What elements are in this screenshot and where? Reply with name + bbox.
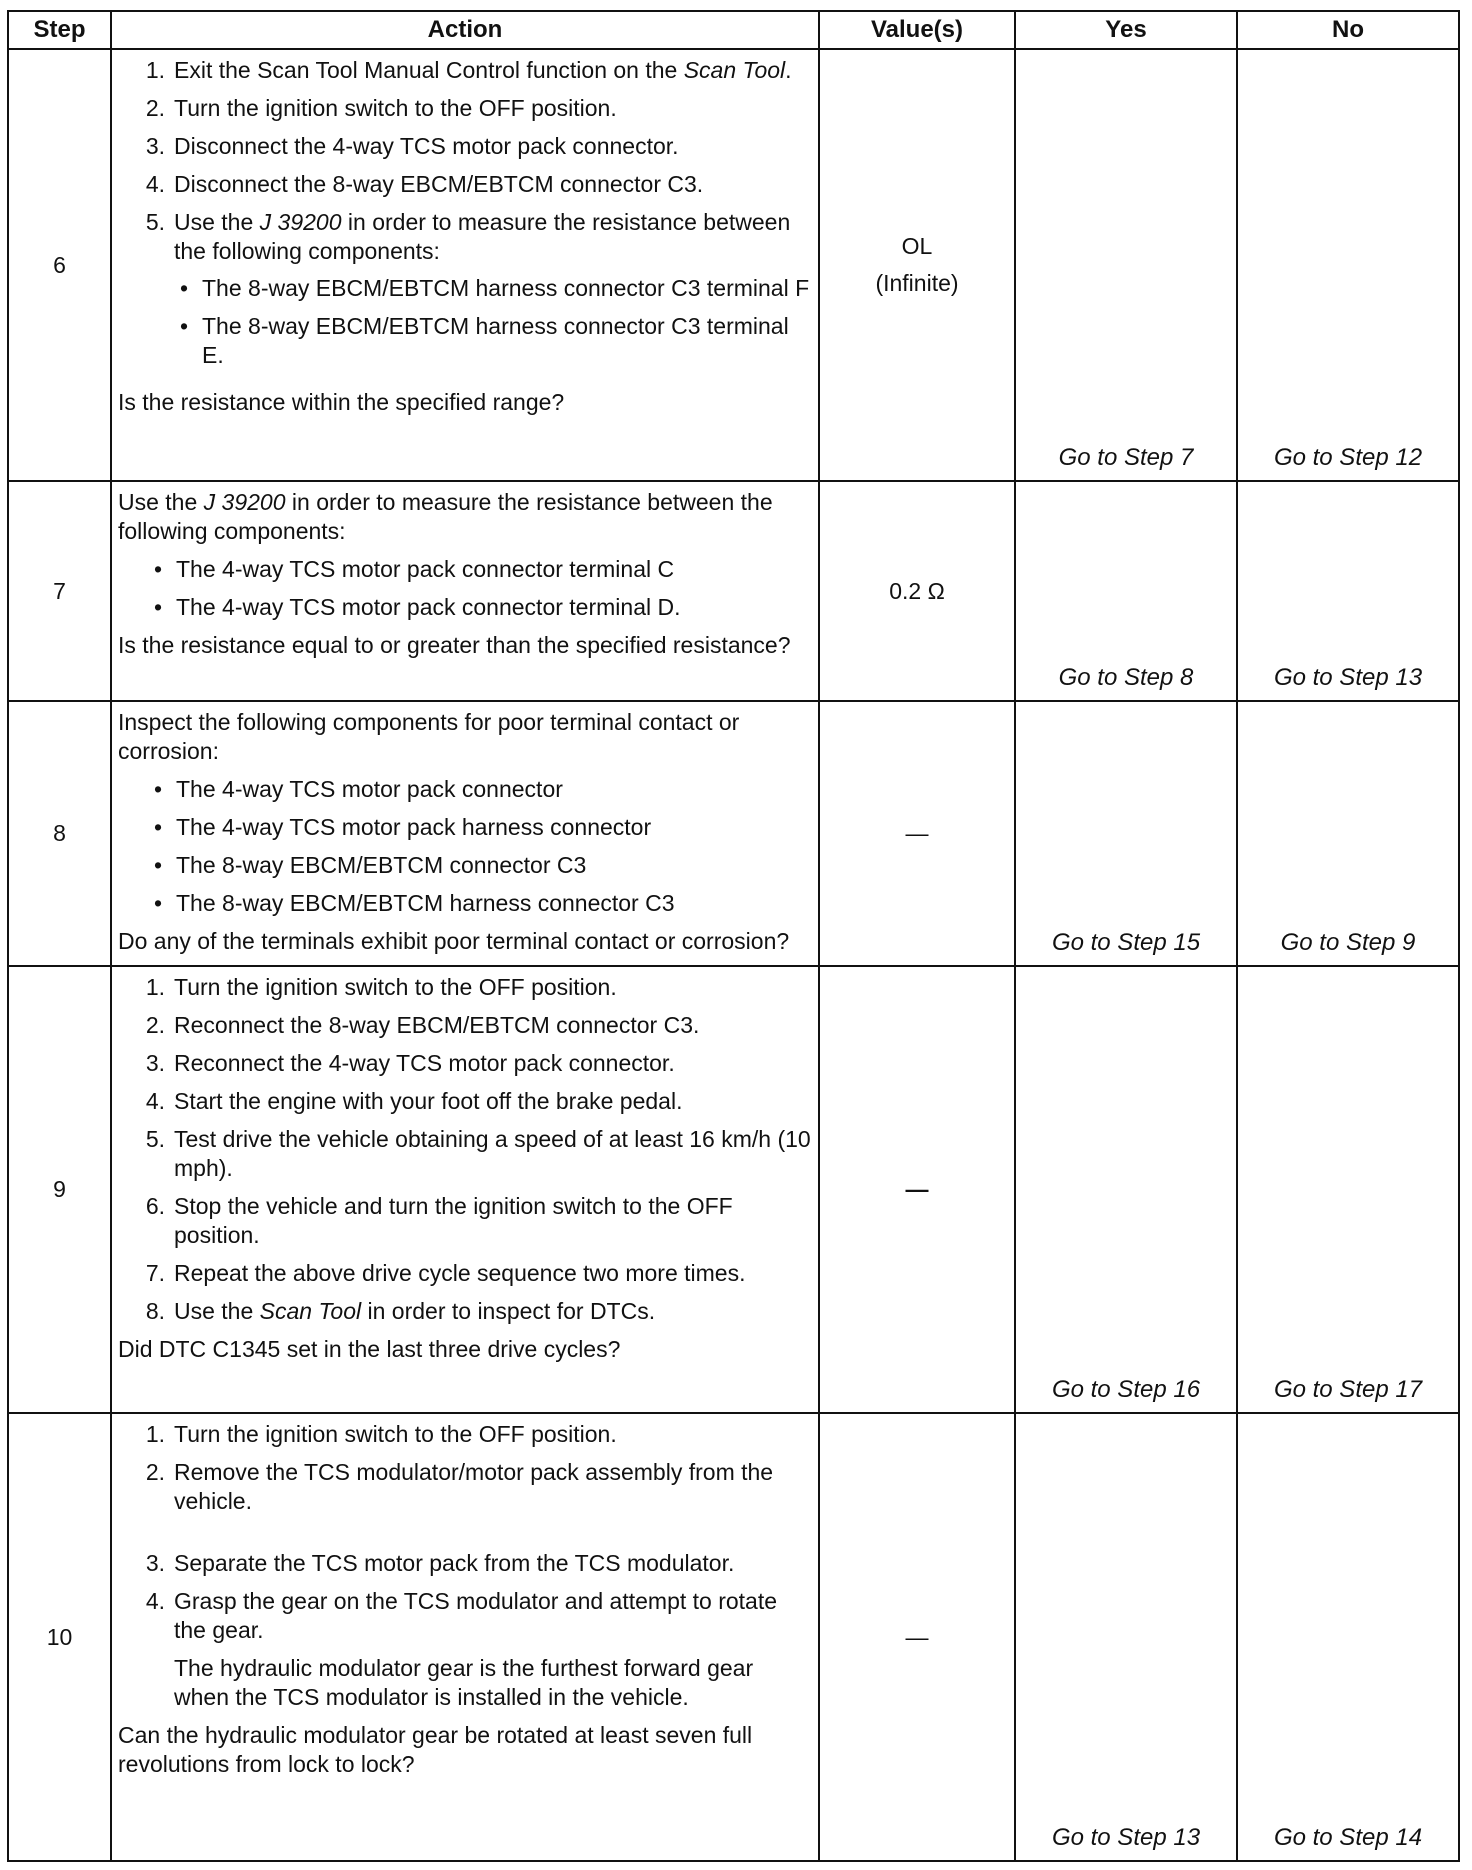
header-yes: Yes [1015, 11, 1237, 49]
no-goto: Go to Step 14 [1237, 1413, 1459, 1861]
yes-goto: Go to Step 15 [1015, 701, 1237, 966]
value-cell: — [819, 966, 1015, 1414]
step-number: 7 [8, 481, 111, 701]
item-text: Reconnect the 4-way TCS motor pack connector. [174, 1049, 675, 1076]
action-item [118, 1420, 812, 1449]
action-cell [111, 701, 819, 966]
item-text: Grasp the gear on the TCS modulator and attempt to rotate the gear. [174, 1588, 778, 1644]
bullet-icon: • [153, 852, 162, 879]
bullet-item [118, 813, 812, 842]
value-cell: 0.2 Ω [819, 481, 1015, 701]
action-item [118, 1125, 812, 1183]
question-text: Can the hydraulic modulator gear be rotated at least seven full revolutions from lock to lock? [118, 1722, 753, 1778]
item-number: 5. [145, 209, 165, 235]
step-number: 8 [8, 701, 111, 966]
value-cell [819, 49, 1015, 481]
item-number: 3. [145, 1550, 165, 1577]
item-text: Disconnect the 8-way EBCM/EBTCM connector C3. [174, 171, 704, 197]
item-text: Stop the vehicle and turn the ignition switch to the OFF position. [174, 1192, 733, 1248]
action-item [118, 1049, 812, 1078]
value-cell: — [819, 1413, 1015, 1861]
item-number: 2. [145, 1459, 165, 1486]
header-values: Value(s) [819, 11, 1015, 49]
question-text: Do any of the terminals exhibit poor terminal contact or corrosion? [118, 928, 790, 955]
bullet-text: The 4-way TCS motor pack connector terminal D. [176, 594, 681, 621]
item-text [174, 56, 812, 85]
no-goto: Go to Step 9 [1237, 701, 1459, 966]
bullet-text: The 4-way TCS motor pack connector terminal C [176, 556, 675, 583]
action-item [118, 973, 812, 1002]
item-text-emphasis: Scan Tool [683, 57, 786, 83]
action-item [118, 132, 812, 161]
bullet-item [174, 312, 812, 370]
step-number: 10 [8, 1413, 111, 1861]
item-number: 4. [145, 171, 165, 197]
item-text-part: Use the [174, 1297, 260, 1324]
yes-goto: Go to Step 13 [1015, 1413, 1237, 1861]
action-item [118, 1011, 812, 1040]
bullet-icon: • [153, 556, 162, 583]
no-goto: Go to Step 12 [1237, 49, 1459, 481]
header-no: No [1237, 11, 1459, 49]
yes-goto: Go to Step 7 [1015, 49, 1237, 481]
intro-text-part: Use the [118, 489, 204, 516]
bullet-icon: • [153, 594, 162, 621]
header-row [8, 11, 1459, 49]
item-text-part: Exit the Scan Tool Manual Control function on the [174, 57, 684, 83]
table-row-step-6 [8, 49, 1459, 481]
item-number: 4. [145, 1588, 165, 1615]
bullet-text: The 4-way TCS motor pack connector [176, 776, 563, 803]
bullet-icon: • [153, 776, 162, 803]
item-number: 4. [145, 1087, 165, 1114]
item-text: Turn the ignition switch to the OFF position. [174, 95, 617, 121]
action-item [118, 1549, 812, 1578]
question-text: Is the resistance equal to or greater than the specified resistance? [118, 632, 791, 659]
item-text-part: in order to inspect for DTCs. [361, 1297, 656, 1324]
intro-text-emphasis: J 39200 [203, 489, 286, 516]
bullet-text: The 8-way EBCM/EBTCM connector C3 [176, 852, 587, 879]
table-row-step-10 [8, 1413, 1459, 1861]
intro-text-part: in order to measure the resistance between the following components: [118, 489, 773, 545]
item-number: 2. [145, 95, 165, 121]
item-number: 5. [145, 1125, 165, 1152]
spacer [118, 1525, 812, 1549]
item-number: 2. [145, 1011, 165, 1038]
no-goto: Go to Step 17 [1237, 966, 1459, 1414]
action-list [118, 56, 812, 379]
item-number: 3. [145, 133, 165, 159]
item-text-part: . [785, 57, 792, 83]
item-text [174, 208, 812, 379]
item-text-emphasis: J 39200 [259, 209, 342, 235]
action-item [118, 170, 812, 199]
item-text-part: Use the [174, 209, 260, 235]
action-item [118, 56, 812, 85]
bullet-item [174, 274, 812, 303]
action-item [118, 1087, 812, 1116]
item-text-part: in order to measure the resistance between the following components: [174, 209, 791, 264]
value-cell: — [819, 701, 1015, 966]
item-text: Test drive the vehicle obtaining a speed of at least 16 km/h (10 mph). [174, 1125, 811, 1181]
action-item [118, 1587, 812, 1645]
item-text: Repeat the above drive cycle sequence two more times. [174, 1259, 746, 1286]
item-text [174, 1297, 812, 1326]
item-number: 1. [145, 1421, 165, 1448]
table-row-step-8 [8, 701, 1459, 966]
note-text: The hydraulic modulator gear is the furthest forward gear when the TCS modulator is installed in the vehicle. [174, 1655, 754, 1711]
item-text: Reconnect the 8-way EBCM/EBTCM connector C3. [174, 1011, 700, 1038]
bullet-text: The 4-way TCS motor pack harness connector [176, 814, 652, 841]
action-item [118, 1192, 812, 1250]
item-number: 1. [145, 973, 165, 1000]
bullet-icon: • [179, 313, 188, 339]
action-list [118, 1420, 812, 1645]
question-text: Did DTC C1345 set in the last three drive cycles? [118, 1335, 621, 1362]
item-text: Turn the ignition switch to the OFF position. [174, 973, 617, 1000]
bullet-icon: • [153, 814, 162, 841]
action-cell [111, 1413, 819, 1861]
bullet-item [118, 555, 812, 584]
item-text: Start the engine with your foot off the brake pedal. [174, 1087, 683, 1114]
action-list [118, 973, 812, 1326]
header-step: Step [8, 11, 111, 49]
yes-goto: Go to Step 16 [1015, 966, 1237, 1414]
action-cell [111, 49, 819, 481]
action-item [118, 1259, 812, 1288]
intro-text [118, 488, 812, 546]
bullet-item [118, 851, 812, 880]
action-item [118, 208, 812, 379]
bullet-icon: • [179, 275, 188, 301]
step-number: 9 [8, 966, 111, 1414]
item-number: 8. [145, 1297, 165, 1324]
question-text: Is the resistance within the specified range? [118, 389, 565, 415]
action-item [118, 94, 812, 123]
item-number: 1. [145, 57, 165, 83]
bullet-list [174, 274, 812, 370]
bullet-item [118, 593, 812, 622]
action-cell [111, 481, 819, 701]
item-text: Turn the ignition switch to the OFF position. [174, 1421, 617, 1448]
action-item [118, 1458, 812, 1516]
item-text: Remove the TCS modulator/motor pack assembly from the vehicle. [174, 1459, 774, 1515]
bullet-text: The 8-way EBCM/EBTCM harness connector C3 [176, 890, 675, 917]
bullet-item [118, 775, 812, 804]
table-row-step-7 [8, 481, 1459, 701]
step-number: 6 [8, 49, 111, 481]
header-action: Action [111, 11, 819, 49]
bullet-item [118, 889, 812, 918]
item-number: 7. [145, 1259, 165, 1286]
intro-text: Inspect the following components for poor terminal contact or corrosion: [118, 709, 740, 765]
item-number: 3. [145, 1049, 165, 1076]
bullet-text: The 8-way EBCM/EBTCM harness connector C3 terminal F [202, 275, 810, 301]
item-text: Separate the TCS motor pack from the TCS modulator. [174, 1550, 735, 1577]
item-text-emphasis: Scan Tool [259, 1297, 362, 1324]
item-number: 6. [145, 1192, 165, 1219]
table-row-step-9 [8, 966, 1459, 1414]
yes-goto: Go to Step 8 [1015, 481, 1237, 701]
action-item [118, 1297, 812, 1326]
diagnostic-table [7, 10, 1460, 1862]
value-text: OL [901, 233, 933, 260]
bullet-list [118, 775, 812, 918]
item-text: Disconnect the 4-way TCS motor pack connector. [174, 133, 679, 159]
bullet-text: The 8-way EBCM/EBTCM harness connector C3 terminal E. [202, 313, 789, 368]
no-goto: Go to Step 13 [1237, 481, 1459, 701]
bullet-icon: • [153, 890, 162, 917]
bullet-list [118, 555, 812, 622]
value-text: (Infinite) [875, 270, 959, 297]
action-cell [111, 966, 819, 1414]
